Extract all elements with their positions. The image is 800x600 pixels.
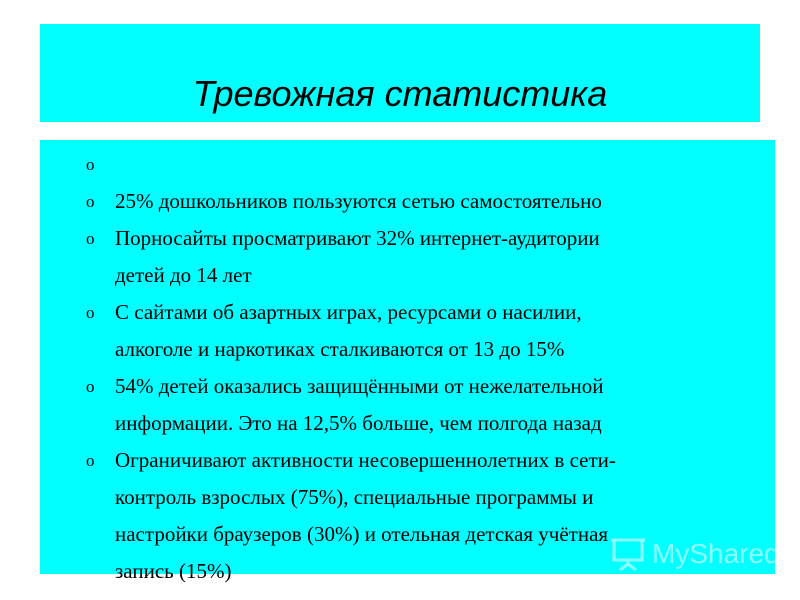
presentation-board-icon [608,534,648,574]
bullet-marker: o [86,303,95,322]
bullet-text-line: 25% дошкольников пользуются сетью самостоятельно [115,189,602,213]
watermark [608,534,780,574]
slide-title: Тревожная статистика [192,73,608,114]
bullet-text-line: настройки браузеров (30%) и отельная детская учётная [115,522,609,546]
bullet-text-line: 54% детей оказались защищёнными от нежелательной [115,374,604,398]
bullet-item [40,368,775,442]
title-panel [40,24,760,122]
watermark-text: MyShared [652,538,780,569]
bullet-text-line: информации. Это на 12,5% больше, чем полгода назад [115,411,602,435]
bullet-marker: o [86,229,95,248]
bullet-text-line: контроль взрослых (75%), специальные программы и [115,485,594,509]
bullet-text-line: запись (15%) [115,559,232,583]
bullet-marker: o [86,451,95,470]
bullet-item [40,294,775,368]
bullet-list [40,146,775,590]
bullet-marker: o [86,192,95,211]
bullet-text-line: Порносайты просматривают 32% интернет-аудитории [115,226,600,250]
bullet-text-line: алкоголе и наркотиках сталкиваются от 13 до 15% [115,337,565,361]
bullet-marker: o [86,377,95,396]
bullet-item [40,220,775,294]
bullet-text-line: Ограничивают активности несовершеннолетних в сети- [115,448,616,472]
bullet-item [40,183,775,220]
bullet-text-line: детей до 14 лет [115,263,252,287]
bullet-item [40,146,775,183]
content-panel [40,140,775,583]
bullet-marker: o [86,155,95,174]
bullet-text-line: С сайтами об азартных играх, ресурсами о насилии, [115,300,582,324]
